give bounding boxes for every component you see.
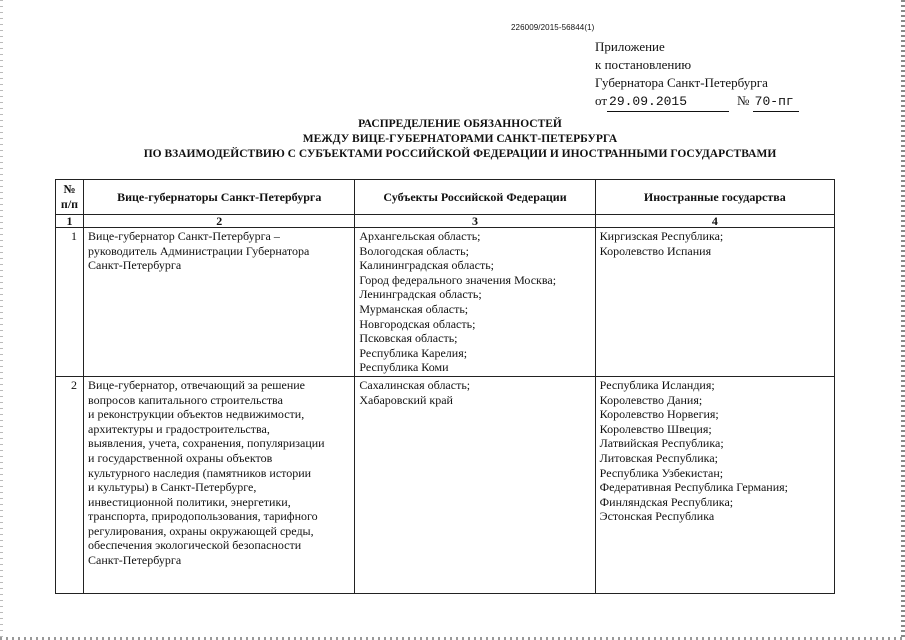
cell-line: Псковская область; <box>359 331 458 346</box>
cell-line: вопросов капитального строительства <box>88 392 283 407</box>
document-id: 226009/2015-56844(1) <box>511 23 595 32</box>
cell-line: и государственной охраны объектов <box>88 450 273 465</box>
cell-line: Республика Исландия; <box>599 377 715 392</box>
duties-table <box>55 179 835 594</box>
column-number: 1 <box>56 215 84 228</box>
approval-line-2: к постановлению <box>595 57 692 72</box>
cell-line: Королевство Норвегия; <box>599 407 719 422</box>
date-prefix: от <box>595 93 608 108</box>
cell-line: Вице-губернатор Санкт-Петербурга – <box>88 229 280 243</box>
cell-line: обеспечения экологической безопасности <box>88 538 302 553</box>
cell-line: Вологодская область; <box>359 243 469 258</box>
cell-line: Мурманская область; <box>359 301 469 316</box>
subjects-cell <box>355 376 595 593</box>
countries-cell <box>595 228 834 377</box>
column-number-row <box>56 215 835 228</box>
approval-line-3: Губернатора Санкт-Петербурга <box>595 75 768 90</box>
scan-edge-right <box>901 0 905 640</box>
cell-line: Санкт-Петербурга <box>88 553 182 568</box>
cell-line: Королевство Швеция; <box>599 421 712 436</box>
cell-line: Эстонская Республика <box>599 509 715 524</box>
approval-number: 70-пг <box>753 93 799 112</box>
cell-line: руководитель Администрации Губернатора <box>88 243 310 258</box>
cell-line: Санкт-Петербурга <box>88 258 182 273</box>
cell-line: Федеративная Республика Германия; <box>599 480 788 495</box>
scan-edge-left <box>0 0 3 640</box>
cell-line: инвестиционной политики, энергетики, <box>88 494 291 509</box>
column-number: 2 <box>84 215 355 228</box>
column-number: 4 <box>595 215 834 228</box>
header-governors: Вице-губернаторы Санкт-Петербурга <box>84 180 355 215</box>
header-subjects: Субъекты Российской Федерации <box>355 180 595 215</box>
table-row <box>56 376 835 593</box>
row-number: 2 <box>56 376 84 593</box>
approval-line-1: Приложение <box>595 39 665 54</box>
subjects-cell <box>355 228 595 377</box>
cell-line: Республика Коми <box>359 360 449 375</box>
cell-line: Город федерального значения Москва; <box>359 272 557 287</box>
cell-line: Латвийская Республика; <box>599 436 724 451</box>
cell-line: Ленинградская область; <box>359 287 482 302</box>
cell-line: транспорта, природопользования, тарифного <box>88 509 318 524</box>
title-line-2: МЕЖДУ ВИЦЕ-ГУБЕРНАТОРАМИ САНКТ-ПЕТЕРБУРГА <box>302 133 618 145</box>
cell-line: и культуры) в Санкт-Петербурге, <box>88 480 257 495</box>
cell-line: Литовская Республика; <box>599 450 718 465</box>
cell-line: архитектуры и градостроительства, <box>88 421 270 436</box>
cell-line: культурного наследия (памятников истории <box>88 465 312 480</box>
governor-cell <box>84 228 355 377</box>
approval-date-line <box>595 92 799 112</box>
cell-line: Новгородская область; <box>359 316 476 331</box>
cell-line: Королевство Испания <box>599 243 712 258</box>
cell-line: выявления, учета, сохранения, популяризации <box>88 436 325 451</box>
cell-line: Киргизская Республика; <box>599 229 724 243</box>
cell-line: Финляндская Республика; <box>599 494 734 509</box>
cell-line: Сахалинская область; <box>359 377 471 392</box>
column-number: 3 <box>355 215 595 228</box>
table-row <box>56 228 835 377</box>
governor-cell <box>84 376 355 593</box>
cell-line: регулирования, охраны окружающей среды, <box>88 523 314 538</box>
approval-date: 29.09.2015 <box>607 93 729 112</box>
title-line-1: РАСПРЕДЕЛЕНИЕ ОБЯЗАННОСТЕЙ <box>358 118 562 130</box>
cell-line: Хабаровский край <box>359 392 453 407</box>
cell-line: Королевство Дания; <box>599 392 703 407</box>
title-line-3: ПО ВЗАИМОДЕЙСТВИЮ С СУБЪЕКТАМИ РОССИЙСКОЙ ФЕДЕРАЦИИ И ИНОСТРАННЫМИ ГОСУДАРСТВАМИ <box>143 148 777 160</box>
countries-cell <box>595 376 834 593</box>
table-header-row <box>56 180 835 215</box>
header-countries: Иностранные государства <box>595 180 834 215</box>
document-title <box>100 117 820 162</box>
cell-line: Архангельская область; <box>359 229 481 243</box>
cell-line: Республика Карелия; <box>359 345 468 360</box>
number-prefix: № <box>737 93 750 108</box>
header-number: № п/п <box>56 180 84 215</box>
cell-line: Калининградская область; <box>359 258 494 273</box>
cell-line: Республика Узбекистан; <box>599 465 724 480</box>
cell-line: и реконструкции объектов недвижимости, <box>88 407 305 422</box>
approval-block <box>595 38 799 112</box>
row-number: 1 <box>56 228 84 377</box>
cell-line: Вице-губернатор, отвечающий за решение <box>88 377 306 392</box>
